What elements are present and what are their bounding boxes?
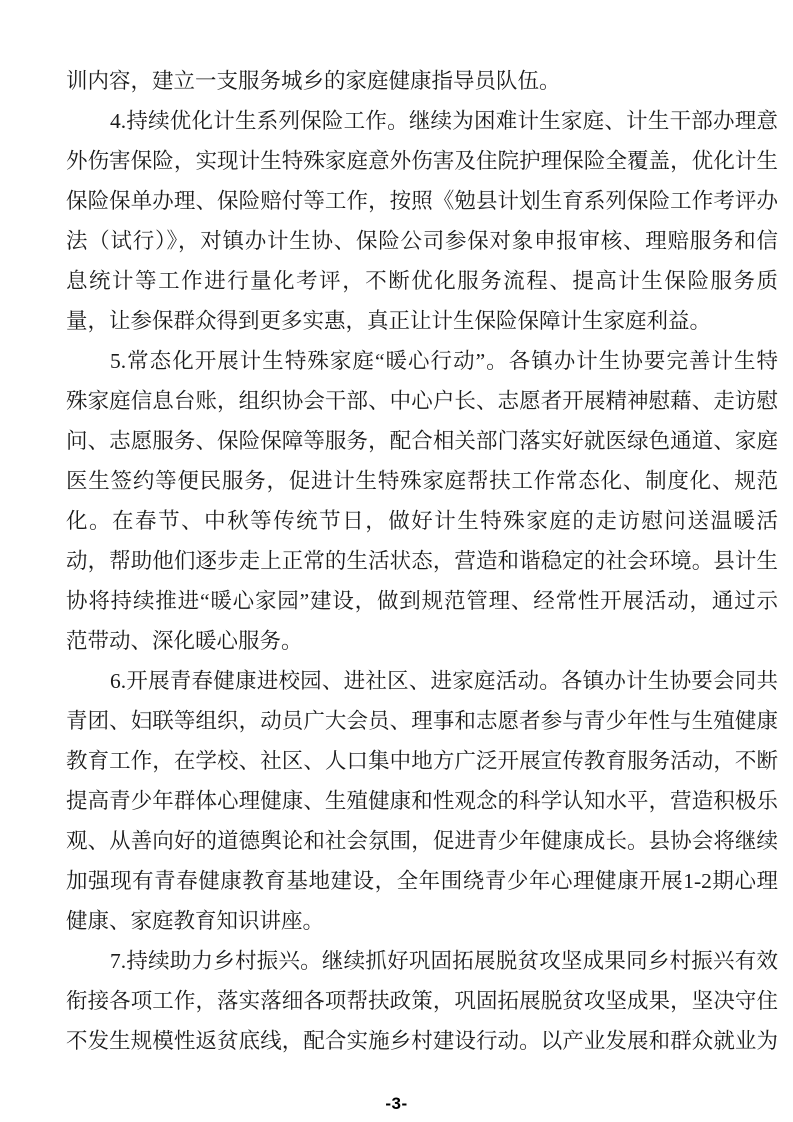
- text-line: 保险保单办理、保险赔付等工作，按照《勉县计划生育系列保险工作考评办: [66, 189, 778, 213]
- text-line: 医生签约等便民服务，促进计生特殊家庭帮扶工作常态化、制度化、规范: [66, 469, 778, 493]
- text-line: 健康、家庭教育知识讲座。: [66, 909, 325, 933]
- text-line: 法（试行）》，对镇办计生协、保险公司参保对象申报审核、理赔服务和信: [66, 229, 778, 253]
- text-line: 4.持续优化计生系列保险工作。继续为困难计生家庭、计生干部办理意: [110, 109, 778, 133]
- text-line: 衔接各项工作，落实落细各项帮扶政策，巩固拓展脱贫攻坚成果，坚决守住: [66, 989, 778, 1013]
- document-body: [66, 61, 778, 1061]
- text-line: 量，让参保群众得到更多实惠，真正让计生保险保障计生家庭利益。: [66, 309, 712, 333]
- text-line: 青团、妇联等组织，动员广大会员、理事和志愿者参与青少年性与生殖健康: [66, 709, 778, 733]
- text-line: 不发生规模性返贫底线，配合实施乡村建设行动。以产业发展和群众就业为: [66, 1029, 778, 1053]
- text-line: 动，帮助他们逐步走上正常的生活状态，营造和谐稳定的社会环境。县计生: [66, 549, 778, 573]
- page-number: -3-: [385, 1094, 408, 1113]
- text-line: 6.开展青春健康进校园、进社区、进家庭活动。各镇办计生协要会同共: [110, 669, 778, 693]
- text-line: 7.持续助力乡村振兴。继续抓好巩固拓展脱贫攻坚成果同乡村振兴有效: [110, 949, 778, 973]
- text-line: 加强现有青春健康教育基地建设，全年围绕青少年心理健康开展1-2期心理: [66, 869, 778, 893]
- text-line: 息统计等工作进行量化考评，不断优化服务流程、提高计生保险服务质: [66, 269, 778, 293]
- text-line: 教育工作，在学校、社区、人口集中地方广泛开展宣传教育服务活动，不断: [66, 749, 778, 773]
- text-line: 殊家庭信息台账，组织协会干部、中心户长、志愿者开展精神慰藉、走访慰: [66, 389, 778, 413]
- text-line: 5.常态化开展计生特殊家庭“暖心行动”。各镇办计生协要完善计生特: [110, 349, 778, 373]
- text-line: 训内容，建立一支服务城乡的家庭健康指导员队伍。: [66, 69, 561, 93]
- text-line: 提高青少年群体心理健康、生殖健康和性观念的科学认知水平，营造积极乐: [66, 789, 778, 813]
- text-line: 观、从善向好的道德舆论和社会氛围，促进青少年健康成长。县协会将继续: [66, 829, 778, 853]
- page-footer: [0, 1094, 793, 1114]
- text-line: 范带动、深化暖心服务。: [66, 629, 303, 653]
- text-line: 问、志愿服务、保险保障等服务，配合相关部门落实好就医绿色通道、家庭: [66, 429, 778, 453]
- text-line: 外伤害保险，实现计生特殊家庭意外伤害及住院护理保险全覆盖，优化计生: [66, 149, 778, 173]
- text-line: 协将持续推进“暖心家园”建设，做到规范管理、经常性开展活动，通过示: [66, 589, 778, 613]
- text-line: 化。在春节、中秋等传统节日，做好计生特殊家庭的走访慰问送温暖活: [66, 509, 778, 533]
